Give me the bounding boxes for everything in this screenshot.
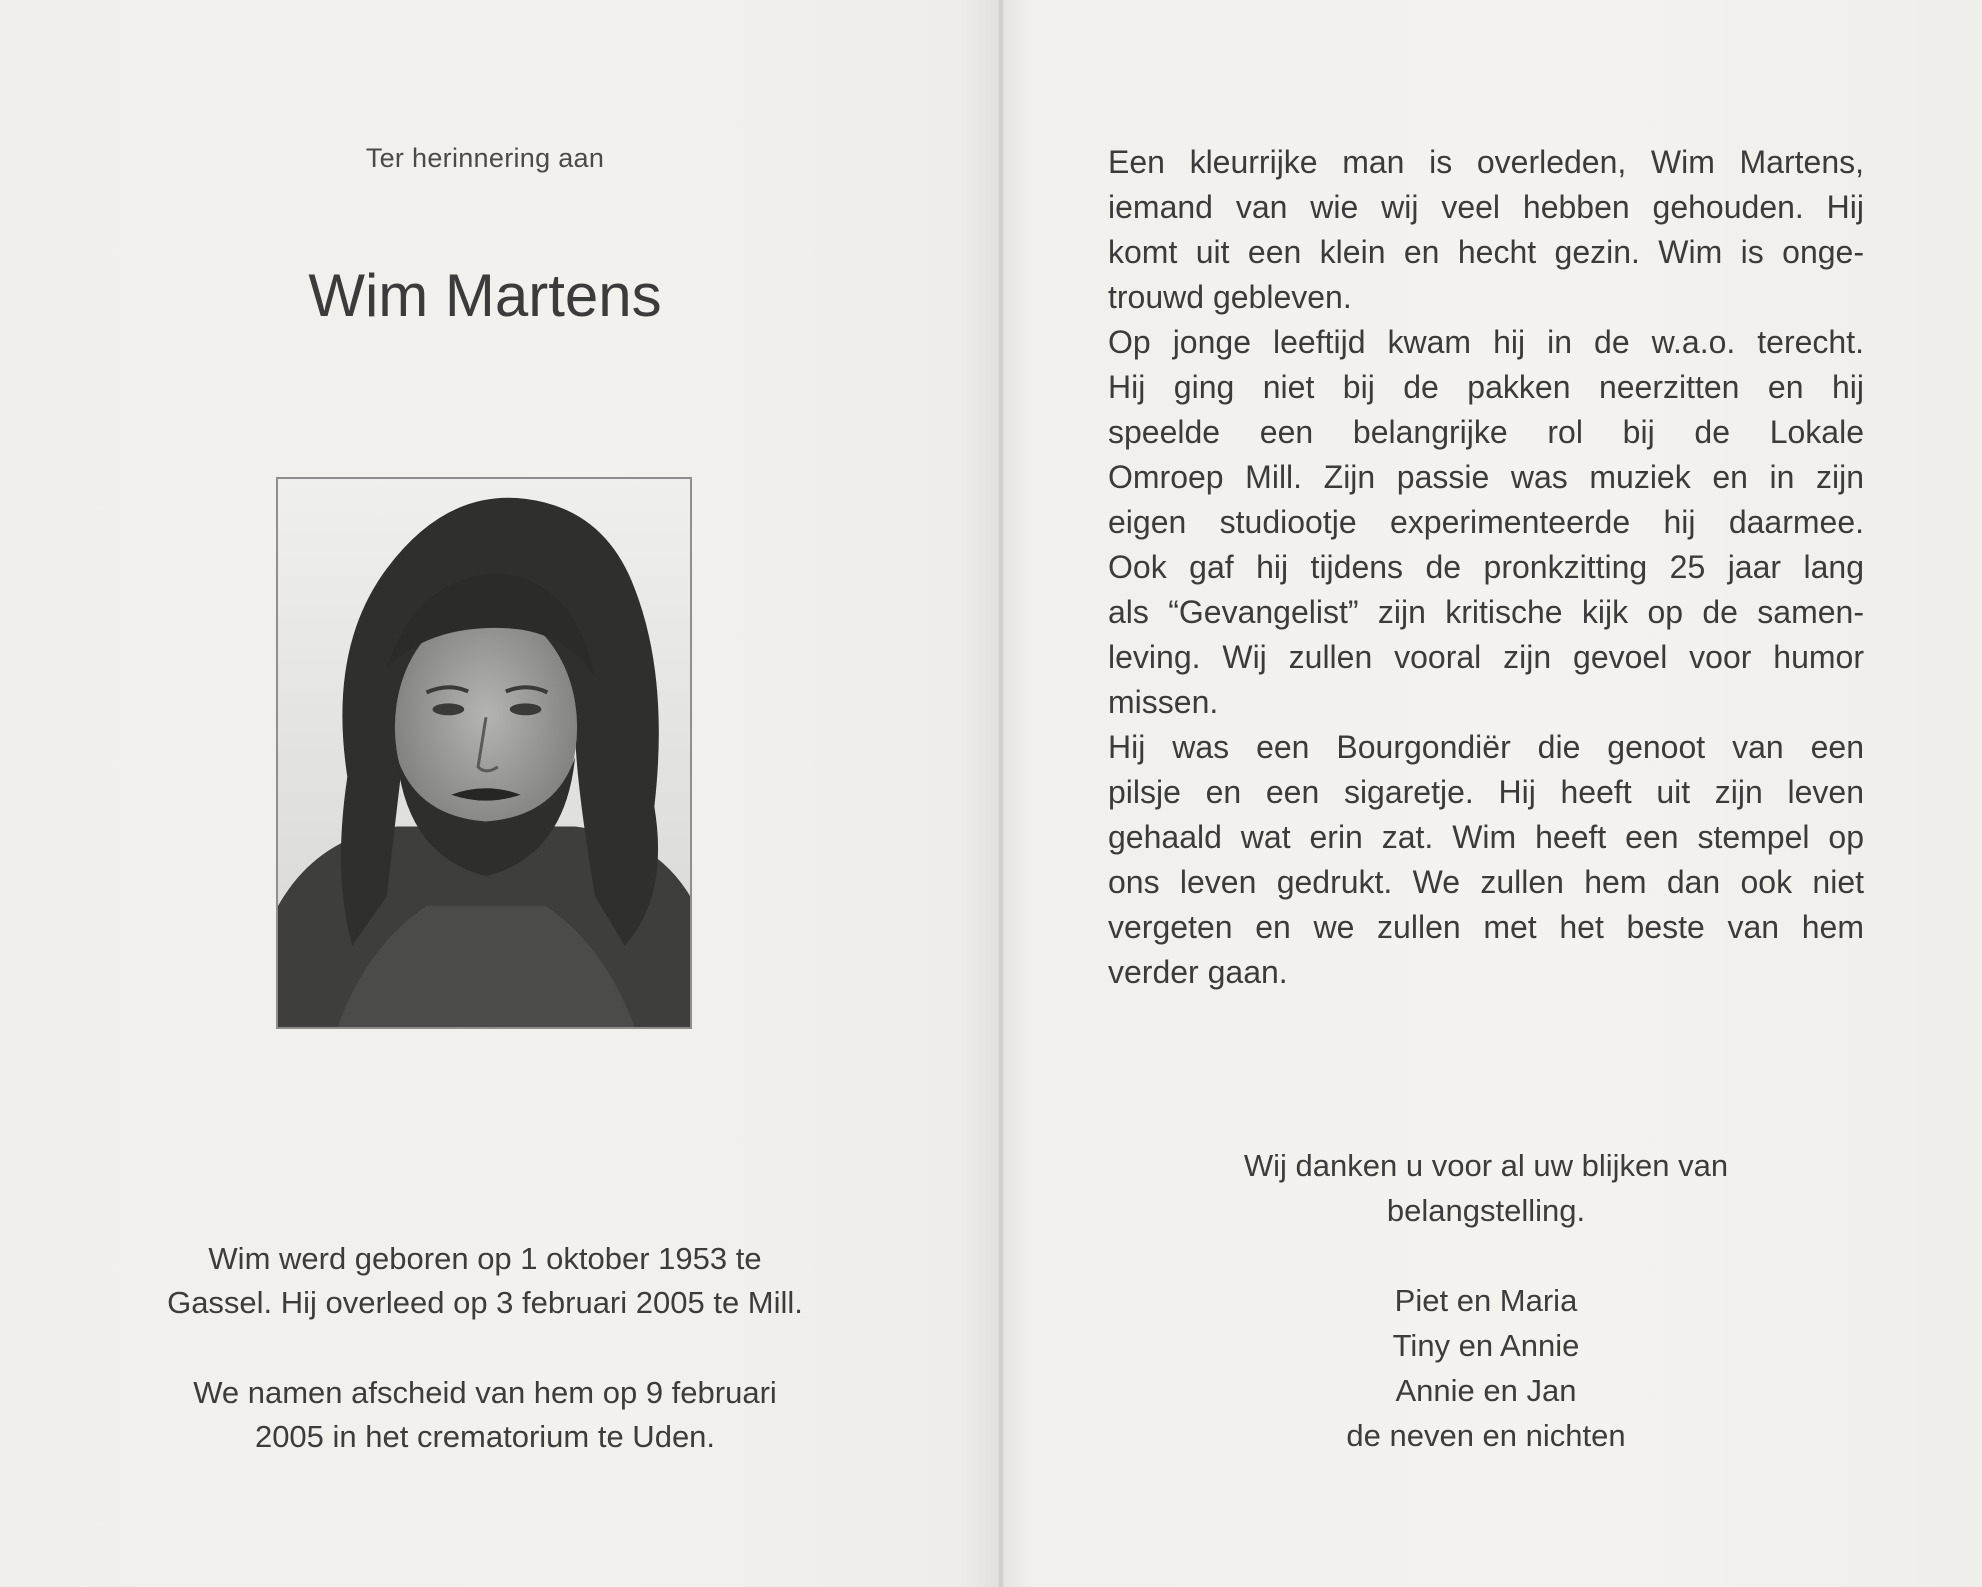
birth-line: Gassel. Hij overleed op 3 februari 2005 te Mill. [167, 1285, 803, 1320]
thanks-line: belangstelling. [1386, 1193, 1586, 1228]
eulogy-line: Hij ging niet bij de pakken neerzitten en hij [1108, 369, 1864, 405]
signers-list [1108, 1278, 1864, 1458]
eulogy-line: gehaald wat erin zat. Wim heeft een stempel op [1108, 819, 1864, 855]
signer-name: de neven en nichten [1346, 1418, 1626, 1453]
eulogy-line: komt uit een klein en hecht gezin. Wim is onge- [1108, 234, 1864, 270]
eulogy-line: als “Gevangelist” zijn kritische kijk op de samen- [1108, 594, 1864, 630]
eulogy-line: Een kleurrijke man is overleden, Wim Martens, [1108, 144, 1864, 180]
portrait-photo [276, 477, 692, 1029]
signer-name: Piet en Maria [1394, 1283, 1578, 1318]
thanks-line: Wij danken u voor al uw blijken van [1243, 1148, 1729, 1183]
eulogy-line: Hij was een Bourgondiër die genoot van een [1108, 729, 1864, 765]
eulogy-line: pilsje en een sigaretje. Hij heeft uit zijn leven [1108, 774, 1864, 810]
portrait-illustration [278, 479, 690, 1027]
birth-text [90, 1237, 880, 1325]
farewell-line: We namen afscheid van hem op 9 februari [193, 1375, 777, 1410]
eulogy-line: vergeten en we zullen met het beste van hem [1108, 909, 1864, 945]
farewell-line: 2005 in het crematorium te Uden. [254, 1419, 716, 1454]
signer-name: Annie en Jan [1395, 1373, 1577, 1408]
eulogy-line: speelde een belangrijke rol bij de Lokale [1108, 414, 1864, 450]
eulogy-line: missen. [1108, 684, 1219, 720]
eulogy-line: verder gaan. [1108, 954, 1288, 990]
deceased-name: Wim Martens [308, 262, 662, 329]
intro-text: Ter herinnering aan [365, 143, 605, 173]
eulogy-line: Ook gaf hij tijdens de pronkzitting 25 jaar lang [1108, 549, 1864, 585]
eulogy-line: eigen studiootje experimenteerde hij daarmee. [1108, 504, 1864, 540]
thanks-text [1108, 1143, 1864, 1233]
birth-line: Wim werd geboren op 1 oktober 1953 te [208, 1241, 762, 1276]
eulogy-line: ons leven gedrukt. We zullen hem dan ook niet [1108, 864, 1864, 900]
card-fold [998, 0, 1004, 1587]
farewell-text [90, 1371, 880, 1459]
signer-name: Tiny en Annie [1392, 1328, 1580, 1363]
eulogy-line: Op jonge leeftijd kwam hij in de w.a.o. terecht. [1108, 324, 1864, 360]
eulogy-line: iemand van wie wij veel hebben gehouden. Hij [1108, 189, 1864, 225]
eulogy-line: trouwd gebleven. [1108, 279, 1352, 315]
eulogy-text [1108, 140, 1864, 995]
eulogy-line: Omroep Mill. Zijn passie was muziek en in zijn [1108, 459, 1864, 495]
eulogy-line: leving. Wij zullen vooral zijn gevoel voor humor [1108, 639, 1864, 675]
